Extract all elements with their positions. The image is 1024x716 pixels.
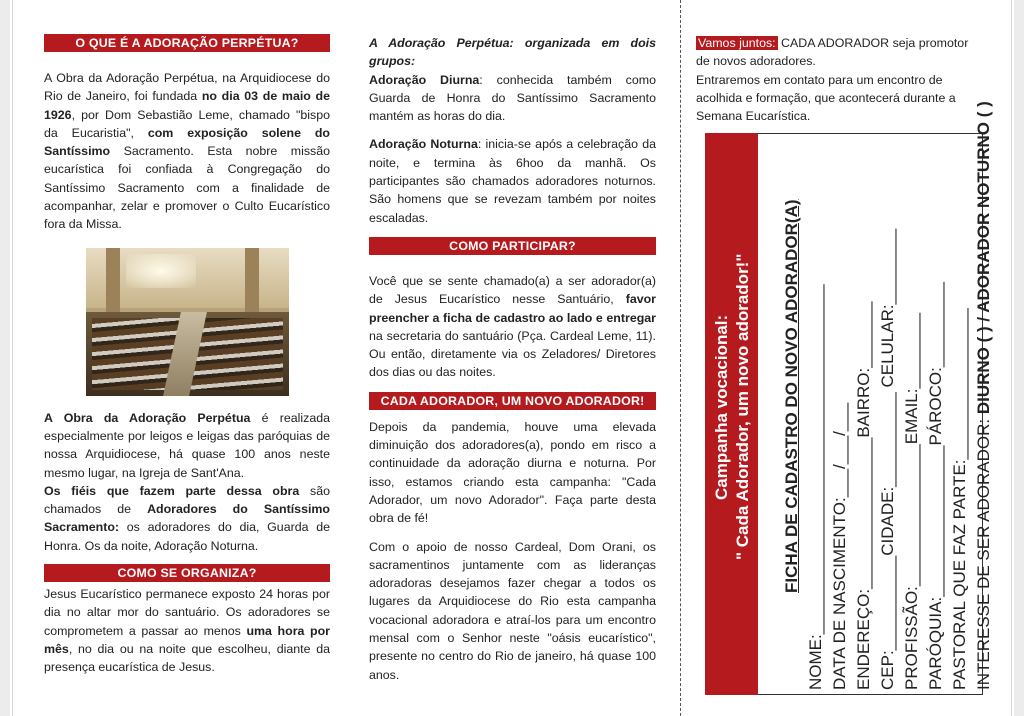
heading-como-se-organiza: COMO SE ORGANIZA?	[44, 564, 330, 582]
campaign-slogan: " Cada Adorador, um novo adorador!"	[733, 253, 752, 560]
text: Jesus Eucarístico permanece exposto 24 horas por dia no altar mor do santuário. Os adoradores se comprometem a passar ao menos	[44, 587, 330, 638]
text: A Obra da Adoração Perpétua, na Arquidiocese do Rio de Janeiro, foi fundada	[44, 71, 330, 104]
field-profissao[interactable]: PROFISSÃO:_______________EMAIL:________	[902, 312, 921, 690]
paragraph-contato: Entraremos em contato para um encontro de acolhida e formação, que acontecerá durante a Semana Eucarística.	[696, 72, 956, 124]
text: Sacramento. Esta nobre missão eucarística foi confiada à Congregação do Santíssimo Sacramento com a finalidade de acompanhar, zelar e promover o Culto Eucarístico fora da Missa.	[44, 144, 330, 232]
text-bold: Adoradores do Santíssimo Sacramento:	[44, 502, 330, 535]
heading-como-participar: COMO PARTICIPAR?	[369, 237, 656, 255]
photo-column	[245, 248, 259, 318]
text: : inicia-se após a celebração da noite, e termina às 6hoo da manhã. Os participantes são chamados adoradores noturnos. São homens que se revezam também por noites escaladas.	[369, 137, 656, 225]
fold-line	[680, 0, 681, 716]
text: os adoradores do dia, Guarda de Honra. Os da noite, Adoração Noturna.	[44, 520, 330, 553]
text-bold: Os fiéis que fazem parte dessa obra	[44, 483, 300, 498]
paragraph-pandemia: Depois da pandemia, houve uma elevada diminuição dos adoradores(a), pondo em risco a continuidade da adoração diurna e noturna. Por isso, estamos criando esta campanha: "Cada Adorador, um novo Adorador". Faça parte desta obra de fé!	[369, 419, 656, 526]
text-bold: Adoração Diurna	[369, 72, 480, 87]
column-2	[369, 34, 656, 684]
interesse-options[interactable]: DIURNO ( ) / ADORADOR NOTURNO ( )	[974, 101, 993, 415]
highlight-label: Vamos juntos:	[698, 36, 776, 50]
field-endereco[interactable]: ENDEREÇO:________________BAIRRO:_______	[854, 301, 873, 690]
text: é realizada especialmente por leigos e leigas das paróquias de nossa Arquidiocese, há quase 100 anos neste mesmo lugar, na Igreja de Sant'Ana.	[44, 410, 330, 480]
text: , por Dom Sebastião Leme, chamado "bispo da Eucaristia",	[44, 107, 330, 140]
text-bold: Adoração Noturna	[369, 137, 478, 152]
paragraph-participar	[369, 272, 656, 382]
paragraph-obra	[44, 409, 330, 482]
text-bold: no dia 03 de maio de 1926	[44, 89, 331, 122]
paragraph-diurna	[369, 34, 656, 125]
text: são chamados de	[44, 483, 330, 517]
photo-column	[106, 248, 120, 318]
field-paroquia[interactable]: PARÓQUIA:________________PÁROCO:_________	[926, 282, 945, 690]
paragraph-organiza	[44, 585, 330, 676]
field-nome[interactable]: NOME:_____________________________________	[806, 284, 825, 690]
text: Você que se sente chamado(a) a ser adorador(a) de Jesus Eucarístico nesse Santuário,	[369, 273, 656, 307]
campaign-title: Campanha vocacional:	[712, 314, 731, 500]
text-bold: uma hora por mês	[44, 623, 331, 656]
paragraph-vamos-juntos	[696, 34, 980, 71]
text: na secretaria do santuário (Pça. Cardeal Leme, 11). Ou então, diretamente via os Zeladores/ Diretores dos dias ou das noites.	[369, 328, 656, 380]
field-interesse[interactable]	[974, 101, 994, 690]
paragraph-history	[44, 69, 330, 234]
text-bold: A Obra da Adoração Perpétua	[44, 410, 251, 425]
field-data-nascimento[interactable]: DATA DE NASCIMENTO:___/___/___	[830, 402, 849, 690]
field-cep[interactable]: CEP:__________CIDADE:__________ CELULAR:________	[878, 228, 897, 690]
photo-light	[126, 254, 196, 288]
text-bold: favor preencher a ficha de cadastro ao lado e entregar	[369, 292, 656, 325]
paragraph-apoio: Com o apoio de nosso Cardeal, Dom Orani, os sacramentinos juntamente com as lideranças adoradoras desejamos fazer chegar a todos os lugares da Arquidiocese do Rio esta campanha vocacional adoradora e atraí-los para um encontro mensal com o Senhor neste "oásis eucarístico", presente no centro do Rio de janeiro, há quase 100 anos.	[369, 539, 656, 682]
paragraph-noturna	[369, 135, 656, 226]
field-pastoral[interactable]: PASTORAL QUE FAZ PARTE:________________	[950, 308, 969, 690]
church-interior-photo	[86, 248, 289, 396]
column-3	[696, 34, 980, 125]
interesse-label: INTERESSE DE SER ADORADOR:	[974, 414, 993, 690]
text: : conhecida também como Guarda de Honra do Santíssimo Sacramento mantém as horas do dia.	[369, 72, 656, 124]
paragraph-fieis	[44, 482, 330, 555]
text: CADA ADORADOR seja promotor de novos adoradores.	[696, 36, 969, 69]
form-title: FICHA DE CADASTRO DO NOVO ADORADOR(A)	[782, 199, 801, 593]
column-1	[44, 34, 330, 677]
text-bold: com exposição solene do Santíssimo	[44, 125, 330, 159]
text: , no dia ou na noite que escolheu, diante da presença eucarística de Jesus.	[44, 641, 330, 675]
heading-o-que-e: O QUE É A ADORAÇÃO PERPÉTUA?	[44, 34, 330, 52]
text-bold-italic: A Adoração Perpétua: organizada em dois grupos:	[369, 36, 656, 69]
heading-cada-adorador: CADA ADORADOR, UM NOVO ADORADOR!	[369, 392, 656, 410]
